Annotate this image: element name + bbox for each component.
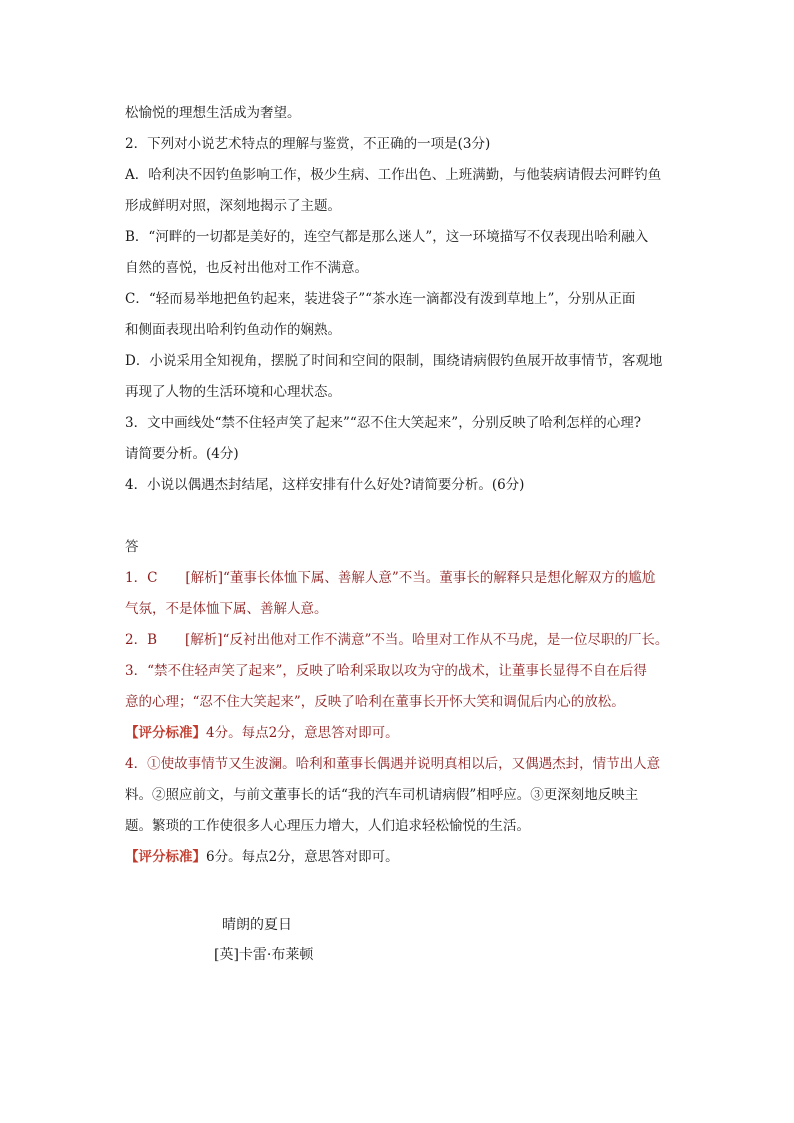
story-author: [英]卡雷·布莱顿 [214, 947, 314, 963]
answer-2-analysis: [解析]“反衬出他对工作不满意”不当。哈里对工作从不马虎，是一位尽职的厂长。 [185, 632, 669, 648]
q4-text: 4．小说以偶遇杰封结尾，这样安排有什么好处?请简要分析。(6分) [125, 477, 525, 493]
q1-tail-text: 松愉悦的理想生活成为奢望。 [125, 105, 301, 121]
answer-4-scoring [125, 847, 399, 867]
q2-option-a-line1: A．哈利决不因钓鱼影响工作，极少生病、工作出色、上班满勤，与他装病请假去河畔钓鱼 [125, 167, 662, 183]
answer-1-line2: 气氛，不是体恤下属、善解人意。 [125, 601, 328, 617]
answer-1-line1 [125, 568, 655, 588]
q3-line1: 3．文中画线处“禁不住轻声笑了起来”“忍不住大笑起来”，分别反映了哈利怎样的心理? [125, 415, 641, 431]
answer-1-number: 1．C [125, 570, 158, 586]
answer-4-line2: 料。②照应前文，与前文董事长的话“我的汽车司机请病假”相呼应。③更深刻地反映主 [125, 787, 639, 803]
q3-line2: 请简要分析。(4分) [125, 446, 239, 462]
answer-heading: 答 [125, 539, 139, 555]
answer-2-line1 [125, 630, 668, 650]
scoring-text: 4分。每点2分，意思答对即可。 [206, 725, 399, 741]
q2-option-d-line2: 再现了人物的生活环境和心理状态。 [125, 384, 341, 400]
answer-2-number: 2．B [125, 632, 158, 648]
q2-option-b-line2: 自然的喜悦，也反衬出他对工作不满意。 [125, 260, 368, 276]
q2-option-c-line2: 和侧面表现出哈利钓鱼动作的娴熟。 [125, 322, 341, 338]
answer-4-line3: 题。繁琐的工作使很多人心理压力增大，人们追求轻松愉悦的生活。 [125, 818, 530, 834]
answer-3-line1: 3．“禁不住轻声笑了起来”，反映了哈利采取以攻为守的战术，让董事长显得不自在后得 [125, 663, 647, 679]
q2-option-a-line2: 形成鲜明对照，深刻地揭示了主题。 [125, 198, 341, 214]
q2-stem: 2．下列对小说艺术特点的理解与鉴赏，不正确的一项是(3分) [125, 136, 491, 152]
scoring-text: 6分。每点2分，意思答对即可。 [206, 849, 399, 865]
story-title: 晴朗的夏日 [222, 917, 292, 933]
q2-option-d-line1: D．小说采用全知视角，摆脱了时间和空间的限制，围绕请病假钓鱼展开故事情节，客观地 [125, 353, 663, 369]
q2-option-c-line1: C．“轻而易举地把鱼钓起来，装进袋子”“茶水连一滴都没有泼到草地上”，分别从正面 [125, 291, 636, 307]
scoring-label: 【评分标准】 [125, 849, 206, 865]
q2-option-b-line1: B．“河畔的一切都是美好的，连空气都是那么迷人”，这一环境描写不仅表现出哈利融入 [125, 229, 649, 245]
answer-3-line2: 意的心理；“忍不住大笑起来”，反映了哈利在董事长开怀大笑和调侃后内心的放松。 [125, 694, 625, 710]
answer-4-line1: 4．①使故事情节又生波澜。哈利和董事长偶遇并说明真相以后，又偶遇杰封，情节出人意 [125, 756, 661, 772]
answer-1-analysis: [解析]“董事长体恤下属、善解人意”不当。董事长的解释只是想化解双方的尴尬 [185, 570, 656, 586]
answer-3-scoring [125, 723, 399, 743]
scoring-label: 【评分标准】 [125, 725, 206, 741]
